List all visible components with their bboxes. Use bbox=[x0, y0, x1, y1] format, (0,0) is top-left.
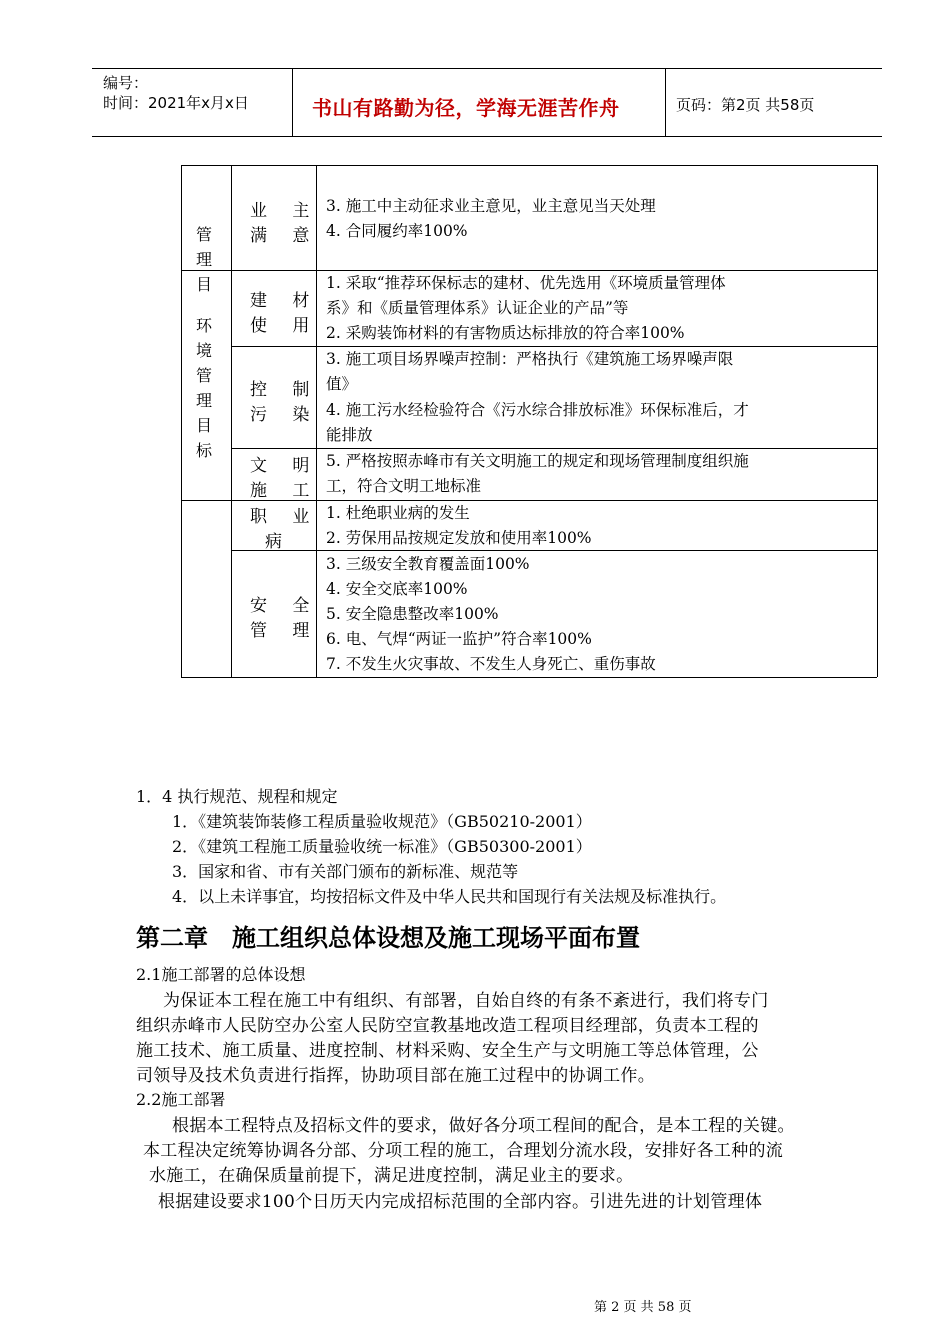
header-time-label: 时间：2021年x月x日 bbox=[103, 94, 249, 112]
section-heading: 2.1施工部署的总体设想 bbox=[136, 965, 306, 984]
table-cell-line: 2. 采购装饰材料的有害物质达标排放的符合率100% bbox=[326, 324, 685, 342]
paragraph-line: 施工技术、施工质量、进度控制、材料采购、安全生产与文明施工等总体管理，公 bbox=[136, 1041, 759, 1061]
category-char: 标 bbox=[196, 441, 213, 460]
table-cell-line: 4. 施工污水经检验符合《污水综合排放标准》环保标准后，才 bbox=[326, 401, 749, 419]
category-char: 管 bbox=[196, 366, 213, 385]
table-border-right bbox=[877, 165, 878, 677]
table-cell-line: 4. 合同履约率100% bbox=[326, 222, 468, 240]
table-border-left bbox=[181, 165, 182, 677]
list-item: 3．国家和省、市有关部门颁布的新标准、规范等 bbox=[172, 862, 519, 881]
subcategory-label: 控 制 bbox=[250, 380, 320, 400]
category-char: 理 bbox=[196, 250, 213, 269]
header-divider-left bbox=[292, 68, 293, 136]
subcategory-label: 建 材 bbox=[250, 291, 320, 311]
paragraph-line: 为保证本工程在施工中有组织、有部署，自始自终的有条不紊进行，我们将专门 bbox=[163, 991, 769, 1011]
paragraph-line: 司领导及技术负责进行指挥，协助项目部在施工过程中的协调工作。 bbox=[136, 1066, 655, 1086]
header-motto: 书山有路勤为径，学海无涯苦作舟 bbox=[312, 96, 620, 120]
subcategory-label: 管 理 bbox=[250, 621, 320, 641]
table-cell-line: 4. 安全交底率100% bbox=[326, 580, 468, 598]
category-char: 理 bbox=[196, 391, 213, 410]
table-cell-line: 5. 安全隐患整改率100% bbox=[326, 605, 499, 623]
list-item: 1．《建筑装饰装修工程质量验收规范》（GB50210-2001） bbox=[172, 812, 592, 831]
chapter-title: 第二章 施工组织总体设想及施工现场平面布置 bbox=[136, 924, 640, 952]
table-cell-line: 1. 杜绝职业病的发生 bbox=[326, 504, 470, 522]
table-border-top bbox=[181, 165, 877, 166]
category-char: 目 bbox=[196, 275, 213, 294]
table-cell-line: 1. 采取“推荐环保标志的建材、优先选用《环境质量管理体 bbox=[326, 274, 726, 292]
table-cell-line: 工，符合文明工地标准 bbox=[326, 477, 482, 495]
table-cell-line: 7. 不发生火灾事故、不发生人身死亡、重伤事故 bbox=[326, 655, 656, 673]
paragraph-line: 根据建设要求100个日历天内完成招标范围的全部内容。引进先进的计划管理体 bbox=[158, 1192, 763, 1212]
category-char: 目 bbox=[196, 416, 213, 435]
subcategory-label: 业 主 bbox=[250, 201, 320, 221]
paragraph-line: 组织赤峰市人民防空办公室人民防空宣教基地改造工程项目经理部，负责本工程的 bbox=[136, 1016, 759, 1036]
subcategory-label: 满 意 bbox=[250, 226, 320, 246]
subcategory-label: 职 业 bbox=[250, 507, 320, 527]
header-top-rule bbox=[92, 68, 882, 69]
category-char: 境 bbox=[196, 341, 213, 360]
header-bottom-rule bbox=[92, 136, 882, 137]
subcategory-label: 施 工 bbox=[250, 481, 320, 501]
category-char: 管 bbox=[196, 225, 213, 244]
section-heading: 2.2施工部署 bbox=[136, 1090, 226, 1109]
table-cell-line: 3. 三级安全教育覆盖面100% bbox=[326, 555, 530, 573]
table-cell-line: 系》和《质量管理体系》认证企业的产品”等 bbox=[326, 299, 629, 317]
subcategory-label: 文 明 bbox=[250, 456, 320, 476]
header-divider-right bbox=[665, 68, 666, 136]
table-cell-line: 5. 严格按照赤峰市有关文明施工的规定和现场管理制度组织施 bbox=[326, 452, 749, 470]
page-footer: 第 2 页 共 58 页 bbox=[594, 1300, 692, 1315]
subcategory-label: 使 用 bbox=[250, 316, 320, 336]
table-cell-line: 值》 bbox=[326, 375, 358, 393]
subcategory-label: 安 全 bbox=[250, 596, 320, 616]
subcategory-label: 污 染 bbox=[250, 405, 320, 425]
category-char: 环 bbox=[196, 316, 213, 335]
table-cell-line: 能排放 bbox=[326, 426, 373, 444]
table-cell-line: 2. 劳保用品按规定发放和使用率100% bbox=[326, 529, 592, 547]
paragraph-line: 根据本工程特点及招标文件的要求，做好各分项工程间的配合，是本工程的关键。 bbox=[172, 1116, 795, 1136]
list-item: 4．以上未详事宜，均按招标文件及中华人民共和国现行有关法规及标准执行。 bbox=[172, 887, 727, 906]
section-heading: 1．4 执行规范、规程和规定 bbox=[136, 787, 338, 806]
list-item: 2．《建筑工程施工质量验收统一标准》（GB50300-2001） bbox=[172, 837, 592, 856]
table-cell-line: 3. 施工项目场界噪声控制：严格执行《建筑施工场界噪声限 bbox=[326, 350, 734, 368]
table-cell-line: 6. 电、气焊“两证一监护”符合率100% bbox=[326, 630, 592, 648]
header-page-label: 页码：第2页 共58页 bbox=[676, 96, 815, 114]
table-cell-line: 3. 施工中主动征求业主意见，业主意见当天处理 bbox=[326, 197, 656, 215]
table-col-divider-1 bbox=[231, 165, 232, 677]
subcategory-label: 病 bbox=[265, 532, 292, 552]
paragraph-line: 水施工，在确保质量前提下，满足进度控制，满足业主的要求。 bbox=[149, 1166, 634, 1186]
paragraph-line: 本工程决定统筹协调各分部、分项工程的施工，合理划分流水段，安排好各工种的流 bbox=[143, 1141, 784, 1161]
header-code-label: 编号： bbox=[103, 74, 149, 92]
